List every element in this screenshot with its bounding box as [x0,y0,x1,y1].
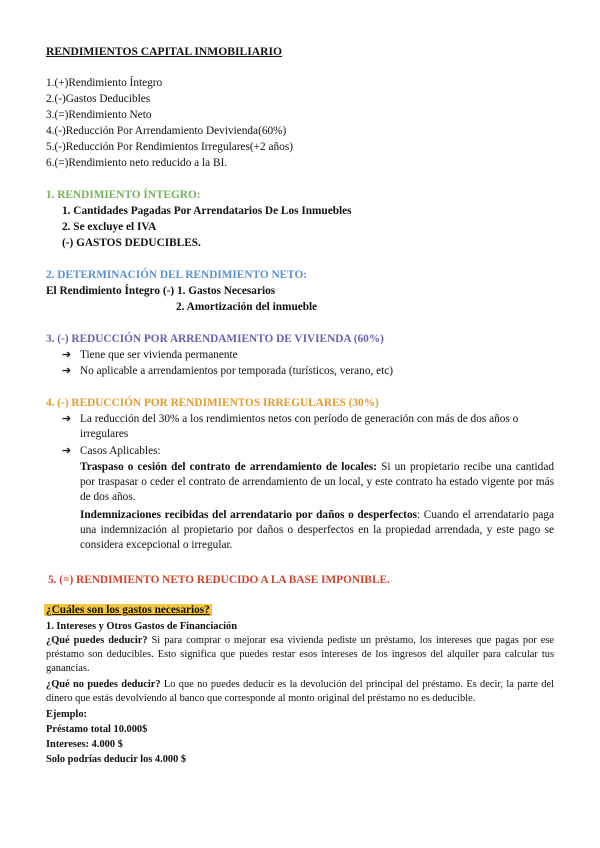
section-1-item-1: 1. Cantidades Pagadas Por Arrendatarios De Los Inmuebles [62,205,352,217]
case-indemnity-paragraph [80,508,554,553]
case-indemnity-title: Indemnizaciones recibidas del arrendatario por daños o desperfectos [80,509,417,521]
section-4-heading: 4. (-) REDUCCIÓN POR RENDIMIENTOS IRREGULARES (30%) [46,397,379,409]
section-2-line-1: El Rendimiento Íntegro (-) 1. Gastos Necesarios [46,285,276,297]
case-transfer-paragraph [80,460,554,505]
nondeductible-label: ¿Qué no puedes deducir? [46,679,161,690]
section-1-item-2: 2. Se excluye el IVA [62,221,157,233]
section-1-heading: 1. RENDIMIENTO ÍNTEGRO: [46,189,201,201]
deductible-text: Si para comprar o mejorar esa vivienda pediste un préstamo, los intereses que pagas por ese préstamo son deducibles. Esto significa que puedes restar esos intereses de los ingresos del alquiler para calcular tus ganancias. [46,635,554,674]
arrow-icon: ➔ [62,413,72,425]
summary-item-3: 3.(=)Rendimiento Neto [46,109,152,121]
example-interest: Intereses: 4.000 $ [46,739,123,750]
summary-item-6: 6.(=)Rendimiento neto reducido a la BI. [46,157,228,169]
case-indemnity-text: : Cuando el arrendatario paga una indemnización al propietario por daños o desperfectos en la propiedad arrendada, y este pago se considera excepcional o irregular. [80,509,554,551]
case-transfer-title: Traspaso o cesión del contrato de arrendamiento de locales: [80,461,378,473]
gastos-subheading: 1. Intereses y Otros Gastos de Financiación [46,621,237,632]
deductible-label: ¿Qué puedes deducir? [46,635,148,646]
arrow-icon: ➔ [62,365,72,377]
section-1-item-3: (-) GASTOS DEDUCIBLES. [62,237,201,249]
summary-item-5: 5.(-)Reducción Por Rendimientos Irregulares(+2 años) [46,141,293,153]
section-5-heading: 5. (=) RENDIMIENTO NETO REDUCIDO A LA BASE IMPONIBLE. [48,574,390,586]
summary-item-1: 1.(+)Rendimiento Íntegro [46,77,163,89]
section-2-heading: 2. DETERMINACIÓN DEL RENDIMIENTO NETO: [46,269,308,281]
section-4-bullet-1: ➔ La reducción del 30% a los rendimientos netos con período de generación con más de dos años o irregulares [62,413,519,440]
gastos-nondeductible-paragraph [46,678,554,706]
case-transfer-text: Si un propietario recibe una cantidad por traspasar o ceder el contrato de arrendamiento de un local, y este contrato ha estado vigente por más de dos años. [80,461,554,503]
section-2-line-2: 2. Amortización del inmueble [176,301,318,313]
arrow-icon: ➔ [62,349,72,361]
section-3-heading: 3. (-) REDUCCIÓN POR ARRENDAMIENTO DE VIVIENDA (60%) [46,333,384,345]
example-loan-total: Préstamo total 10.000$ [46,724,148,735]
summary-item-2: 2.(-)Gastos Deducibles [46,93,151,105]
document-page: RENDIMIENTOS CAPITAL INMOBILIARIO 1.(+)Rendimiento Íntegro 2.(-)Gastos Deducibles 3.(=)Rendimiento Neto 4.(-)Reducción Por Arrendamiento Devivienda(60%) 5.(-)Reducción Por Rendimientos Irregulares(+2 años) 6.(=)Rendimiento neto reducido a la BI. 1. RENDIMIENTO ÍNTEGRO: 1. Cantidades Pagadas Por Arrendatarios De Los Inmuebles 2. Se excluye el IVA (-) GASTOS DEDUCIBLES. 2. DETERMINACIÓN DEL RENDIMIENTO NETO: El Rendimiento Íntegro (-) 1. Gastos Necesarios 2. Amortización del inmueble 3. (-) REDUCCIÓN POR ARRENDAMIENTO DE VIVIENDA (60%) ➔ Tiene que ser vivienda permanente ➔ No aplicable a arrendamientos por temporada (turísticos, verano, etc) 4. (-) REDUCCIÓN POR RENDIMIENTOS IRREGULARES (30%) ➔ La reducción del 30% a los rendimientos netos con período de generación con más de dos años o irregulares ➔ Casos Aplicables: Traspaso o cesión del contrato de arrendamiento de locales: Si un propietario recibe una cantidad por traspasar o ceder el contrato de arrendamiento de un local, y este contrato ha estado vigente por más de dos años. Indemnizaciones recibidas del arrendatario por daños o desperfectos: Cuando el arrendatario paga una indemnización al propietario por daños o desperfectos en la propiedad arrendada, y este pago se considera excepcional o irregular. 5. (=) RENDIMIENTO NETO REDUCIDO A LA BASE IMPONIBLE. ¿Cuáles son los gastos necesarios? 1. Intereses y Otros Gastos de Financiación ¿Qué puedes deducir? Si para comprar o mejorar esa vivienda pediste un préstamo, los intereses que pagas por ese préstamo son deducibles. Esto significa que puedes restar esos intereses de los ingresos del alquiler para calcular tus ganancias. ¿Qué no puedes deducir? Lo que no puedes deducir es la devolución del principal del préstamo. Es decir, la parte del dinero que estás devolviendo al banco que corresponde al monto original del préstamo no es deducible. Ejemplo: Préstamo total 10.000$ Intereses: 4.000 $ Solo podrías deducir los 4.000 $ [46,45,554,765]
example-label: Ejemplo: [46,709,87,720]
nondeductible-text: Lo que no puedes deducir es la devolución del principal del préstamo. Es decir, la parte del dinero que estás devolviendo al banco que corresponde al monto original del préstamo no es deducible. [46,679,554,704]
document-title: RENDIMIENTOS CAPITAL INMOBILIARIO [46,45,282,58]
example-deduction: Solo podrías deducir los 4.000 $ [46,754,187,765]
gastos-question: ¿Cuáles son los gastos necesarios? [46,604,210,616]
summary-item-4: 4.(-)Reducción Por Arrendamiento Devivienda(60%) [46,125,287,137]
gastos-deductible-paragraph [46,634,554,676]
arrow-icon: ➔ [62,445,72,457]
